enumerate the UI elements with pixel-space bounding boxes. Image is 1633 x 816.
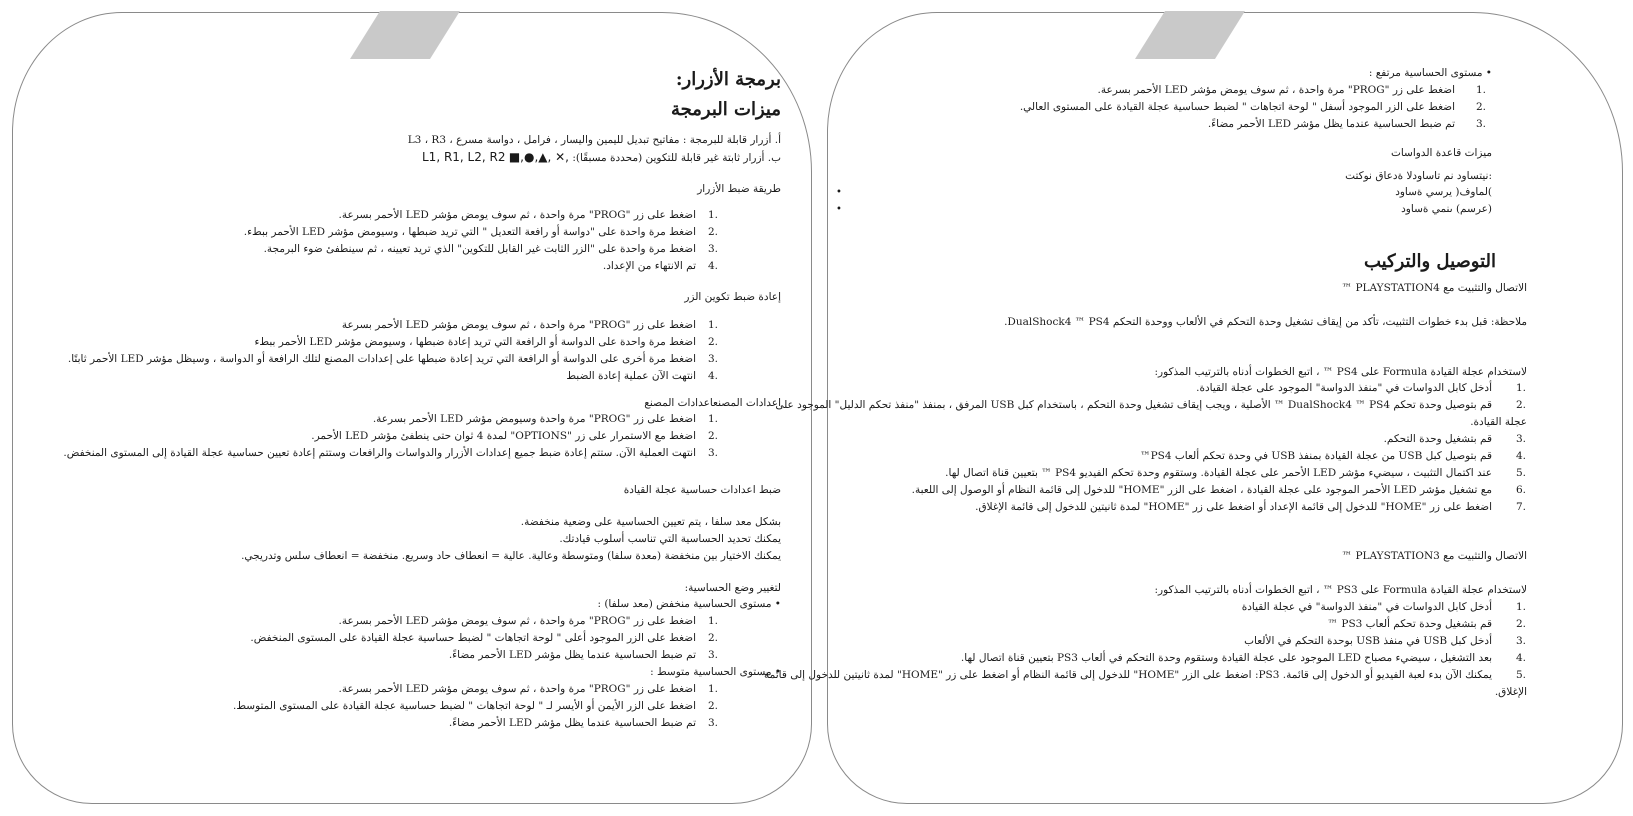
list-number: 1. [1516,382,1527,394]
list-number: 4. [708,260,719,272]
feature-b-text: ب. أزرار ثابتة غير قابلة للتكوين (محددة مسبقًا): [572,152,781,164]
paragraph-line: لاستخدام عجلة القيادة Formula على PS3 ™ ، اتبع الخطوات أدناه بالترتيب المذكور: [1154,584,1527,596]
list-number: 2. [1516,399,1527,411]
list-number: 1. [708,413,719,425]
section-title: الاتصال والتثبيت مع PLAYSTATION4 ™ [1341,282,1527,294]
list-item: اضغط مرة أخرى على الدواسة أو الرافعة التي تريد إعادة ضبطها على إعدادات المصنع لتلك الرافعة أو الدواسة ، وسيظل مؤشر LED الأحمر ثابتًا. [67,353,696,365]
list-item: )لماوف( يرسي ةساود [1395,186,1492,198]
list-number: 2. [708,226,719,238]
list-number: 4. [1516,652,1527,664]
list-item: تم ضبط الحساسية عندما يظل مؤشر LED الأحمر مضاءً. [1207,118,1455,130]
list-number: 4. [708,370,719,382]
list-item: انتهت الآن عملية إعادة الضبط [566,370,696,382]
list-number: 3. [1516,433,1527,445]
list-item: انتهت العملية الآن. ستتم إعادة ضبط جميع إعدادات الأزرار والدواسات والرافعات وستتم إعادة تعيين حساسية عجلة القيادة إلى المستوى المنخفض. [63,447,696,459]
list-item: أدخل كبل USB في منفذ USB بوحدة التحكم في الألعاب [1244,635,1492,647]
section-title: لتغيير وضع الحساسية: [684,582,781,594]
list-item: أدخل كابل الدواسات في "منفذ الدواسة" الموجود على عجلة القيادة. [1196,382,1492,394]
section-title: الاتصال والتثبيت مع PLAYSTATION3 ™ [1341,550,1527,562]
paragraph-line: يمكنك تحديد الحساسية التي تناسب أسلوب قيادتك. [559,533,781,545]
list-number: 5. [1516,467,1527,479]
list-number: 1. [708,615,719,627]
subsection-title: • مستوى الحساسية منخفض (معد سلفا) : [597,598,781,610]
list-number: 3. [708,243,719,255]
list-number: 1. [708,319,719,331]
section-title: إعادة ضبط تكوين الزر [684,291,781,303]
list-item: اضغط على زر "HOME" للدخول إلى قائمة الإعداد أو اضغط على زر "HOME" لمدة ثانيتين للدخول إلى قائمة الإغلاق. [975,501,1492,513]
list-item: (عرسم) ىنمي ةساود [1401,203,1492,215]
section-heading: التوصيل والتركيب [1363,251,1496,272]
list-item: اضغط مرة واحدة على "الزر الثابت غير القابل للتكوين" الذي تريد تعيينه ، ثم سينطفئ ضوء البرمجة. [263,243,696,255]
list-number: 3. [1516,635,1527,647]
page-left [12,12,812,804]
paragraph-line: :نيتساود نم تاساودلا ةدعاق نوكتت [1345,170,1492,182]
list-item: قم بتوصيل وحدة تحكم DualShock4 ™ PS4 ™ الأصلية ، ويجب إيقاف تشغيل وحدة التحكم ، باستخدام كبل USB المرفق ، بمنفذ "منفذ تحكم الدليل" الموجود على [775,399,1492,411]
list-number: 2. [1516,618,1527,630]
list-number: 2. [1476,101,1487,113]
list-item: مع تشغيل مؤشر LED الأحمر الموجود على عجلة القيادة ، اضغط على الزر "HOME" للدخول إلى قائمة النظام أو الوصول إلى اللعبة. [911,484,1492,496]
bullet-icon: • [836,204,842,215]
list-item: اضغط مرة واحدة على الدواسة أو الرافعة التي تريد إعادة ضبطها ، وسيومض مؤشر LED الأحمر ببطء [254,336,696,348]
list-number: 4. [1516,450,1527,462]
list-item: عند اكتمال التثبيت ، سيضيء مؤشر LED الأحمر على عجلة القيادة. وستقوم وحدة تحكم الفيديو PS4 ™ بتعيين قناة اتصال لها. [945,467,1492,479]
list-number: 1. [708,683,719,695]
list-item: أدخل كابل الدواسات في "منفذ الدواسة" في عجلة القيادة [1241,601,1492,613]
section-title: ميزات قاعدة الدواسات [1390,147,1492,159]
list-number: 2. [708,700,719,712]
feature-b [422,151,781,165]
list-number: 6. [1516,484,1527,496]
list-item: اضغط على زر "PROG" مرة واحدة ، ثم سوف يومض مؤشر LED الأحمر بسرعة. [338,209,696,221]
list-item: قم بتشغيل وحدة التحكم. [1383,433,1492,445]
list-item: قم بتشغيل وحدة تحكم ألعاب PS3 ™ [1327,618,1492,630]
left-page-content [13,13,811,803]
list-item: اضغط مرة واحدة على "دواسة أو رافعة التعديل " التي تريد ضبطها ، وسيومض مؤشر LED الأحمر ببطء. [243,226,696,238]
list-number: 1. [708,209,719,221]
list-number: 5. [1516,669,1527,681]
right-page-content [764,13,1622,803]
list-item: بعد التشغيل ، سيضيء مصباح LED الموجود على عجلة القيادة وستقوم وحدة التحكم في ألعاب PS3 بتعيين قناة اتصال لها. [960,652,1492,664]
bullet-icon: • [836,187,842,198]
list-item-continuation: عجلة القيادة. [1470,416,1527,428]
list-number: 3. [708,353,719,365]
list-number: 3. [708,447,719,459]
paragraph-line: بشكل معد سلفا ، يتم تعيين الحساسية على وضعية منخفضة. [520,516,781,528]
list-item: اضغط على زر "PROG" مرة واحدة وسيومض مؤشر LED الأحمر بسرعة. [372,413,696,425]
list-number: 3. [708,649,719,661]
page-right [764,12,1623,804]
list-item: اضغط على الزر الأيمن أو الأيسر لـ " لوحة اتجاهات " لضبط حساسية عجلة القيادة على المستوى المتوسط. [232,700,696,712]
list-item: اضغط على زر "PROG" مرة واحدة ، ثم سوف يومض مؤشر LED الأحمر بسرعة. [1097,84,1455,96]
list-number: 1. [1516,601,1527,613]
feature-a: أ. أزرار قابلة للبرمجة : مفاتيح تبديل لليمين واليسار ، فرامل ، دواسة مسرع ، L3 ، R3 [407,134,781,146]
subsection-title: • مستوى الحساسية متوسط : [650,666,781,678]
list-number: 7. [1516,501,1527,513]
section-title: طريقة ضبط الأزرار [697,183,781,195]
note-text: ملاحظة: قبل بدء خطوات التثبيت، تأكد من إيقاف تشغيل وحدة التحكم في الألعاب ووحدة التحكم DualShock4 ™ PS4. [1004,316,1527,328]
list-number: 2. [708,632,719,644]
list-number: 1. [1476,84,1487,96]
controller-symbols-icon: ■,●,▲, ✕, [508,150,569,164]
list-item: تم الانتهاء من الإعداد. [602,260,696,272]
subsection-title: • مستوى الحساسية مرتفع : [1368,67,1492,79]
list-item: اضغط على الزر الموجود أعلى " لوحة اتجاهات " لضبط حساسية عجلة القيادة على المستوى المنخفض. [250,632,696,644]
list-number: 2. [708,336,719,348]
section-title: ضبط اعدادات حساسية عجلة القيادة [623,484,781,496]
page-title: برمجة الأزرار: [675,69,781,90]
list-number: 3. [708,717,719,729]
list-item: تم ضبط الحساسية عندما يظل مؤشر LED الأحمر مضاءً. [448,717,696,729]
list-number: 2. [708,430,719,442]
section-title: اعدادات المصنعاعدادات المصنع [644,397,781,409]
list-item: اضغط على زر "PROG" مرة واحدة ، ثم سوف يومض مؤشر LED الأحمر بسرعة. [338,683,696,695]
list-item: يمكنك الآن بدء لعبة الفيديو أو الدخول إلى قائمة. PS3: اضغط على الزر "HOME" للدخول إلى قائمة النظام أو اضغط على زر "HOME" لمدة ثانيتين للدخول إلى قائمة [764,669,1492,681]
list-item: اضغط على زر "PROG" مرة واحدة ، ثم سوف يومض مؤشر LED الأحمر بسرعة. [338,615,696,627]
feature-b-buttons: L1, R1, L2, R2 [422,150,506,164]
list-item: اضغط على زر "PROG" مرة واحدة ، ثم سوف يومض مؤشر LED الأحمر بسرعة [341,319,696,331]
list-number: 3. [1476,118,1487,130]
section-heading: ميزات البرمجة [671,99,781,120]
list-item-continuation: الإغلاق. [1494,686,1527,698]
paragraph-line: لاستخدام عجلة القيادة Formula على PS4 ™ ، اتبع الخطوات أدناه بالترتيب المذكور: [1154,366,1527,378]
list-item: تم ضبط الحساسية عندما يظل مؤشر LED الأحمر مضاءً. [448,649,696,661]
list-item: قم بتوصيل كبل USB من عجلة القيادة بمنفذ USB في وحدة تحكم ألعاب PS4™ [1140,450,1492,462]
list-item: اضغط مع الاستمرار على زر "OPTIONS" لمدة 4 ثوان حتى ينطفئ مؤشر LED الأحمر. [311,430,696,442]
list-item: اضغط على الزر الموجود أسفل " لوحة اتجاهات " لضبط حساسية عجلة القيادة على المستوى العالي. [1019,101,1455,113]
paragraph-line: يمكنك الاختيار بين منخفضة (معدة سلفا) ومتوسطة وعالية. عالية = انعطاف حاد وسريع. منخفضة = انعطاف سلس وتدريجي. [241,550,781,562]
